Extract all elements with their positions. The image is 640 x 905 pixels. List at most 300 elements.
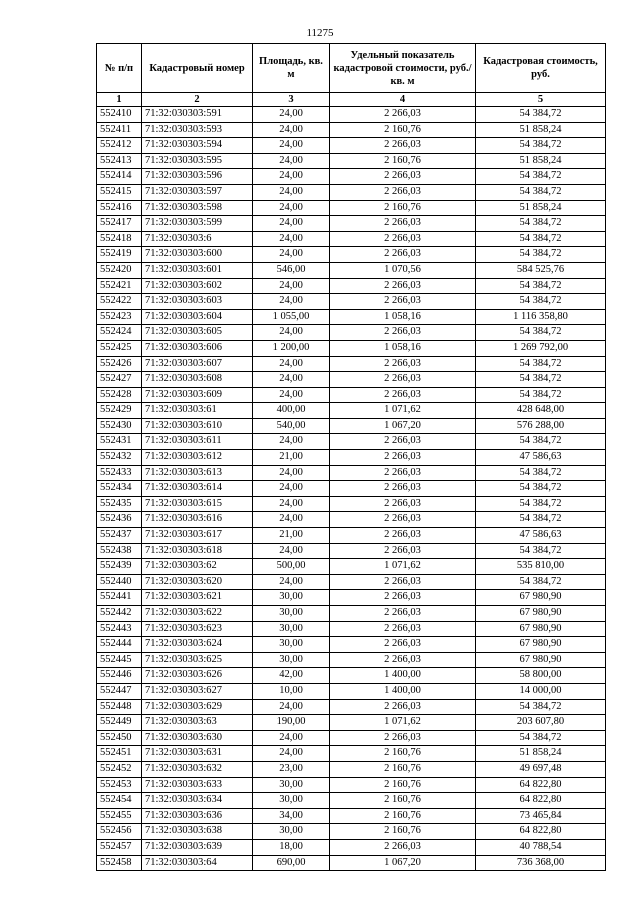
table-row [97, 668, 606, 684]
cell-row-number: 552432 [97, 450, 142, 466]
cell-row-number: 552413 [97, 153, 142, 169]
cell-area: 24,00 [253, 699, 330, 715]
cell-cadastral-value: 64 822,80 [476, 777, 606, 793]
cell-cadastral-value: 1 269 792,00 [476, 340, 606, 356]
cell-cadastral-value: 54 384,72 [476, 434, 606, 450]
cell-cadastral-value: 1 116 358,80 [476, 309, 606, 325]
cell-specific-value: 1 058,16 [330, 309, 476, 325]
column-number: 2 [142, 93, 253, 107]
cell-specific-value: 2 266,03 [330, 637, 476, 653]
cell-specific-value: 2 266,03 [330, 278, 476, 294]
cell-cadastral-value: 67 980,90 [476, 637, 606, 653]
cell-specific-value: 1 071,62 [330, 403, 476, 419]
cell-cadastral-value: 40 788,54 [476, 839, 606, 855]
cell-cadastral-number: 71:32:030303:598 [142, 200, 253, 216]
cell-cadastral-number: 71:32:030303:601 [142, 262, 253, 278]
cell-area: 24,00 [253, 387, 330, 403]
cell-specific-value: 2 160,76 [330, 200, 476, 216]
cell-row-number: 552425 [97, 340, 142, 356]
cell-specific-value: 2 266,03 [330, 512, 476, 528]
cell-specific-value: 1 058,16 [330, 340, 476, 356]
cell-row-number: 552417 [97, 216, 142, 232]
cell-cadastral-number: 71:32:030303:632 [142, 761, 253, 777]
cell-cadastral-number: 71:32:030303:63 [142, 715, 253, 731]
cell-cadastral-value: 47 586,63 [476, 450, 606, 466]
cell-specific-value: 2 160,76 [330, 122, 476, 138]
cell-row-number: 552430 [97, 418, 142, 434]
cell-cadastral-value: 54 384,72 [476, 387, 606, 403]
cell-cadastral-number: 71:32:030303:613 [142, 465, 253, 481]
table-row [97, 309, 606, 325]
cell-row-number: 552442 [97, 606, 142, 622]
table-row [97, 372, 606, 388]
cell-cadastral-number: 71:32:030303:599 [142, 216, 253, 232]
cell-cadastral-number: 71:32:030303:639 [142, 839, 253, 855]
cell-specific-value: 2 160,76 [330, 793, 476, 809]
cell-cadastral-value: 576 288,00 [476, 418, 606, 434]
cell-area: 500,00 [253, 559, 330, 575]
cell-row-number: 552426 [97, 356, 142, 372]
cell-cadastral-value: 54 384,72 [476, 496, 606, 512]
cell-cadastral-number: 71:32:030303:62 [142, 559, 253, 575]
cell-area: 30,00 [253, 652, 330, 668]
cell-specific-value: 2 266,03 [330, 387, 476, 403]
table-row [97, 247, 606, 263]
cell-row-number: 552427 [97, 372, 142, 388]
cell-cadastral-number: 71:32:030303:614 [142, 481, 253, 497]
cell-cadastral-number: 71:32:030303:626 [142, 668, 253, 684]
cell-cadastral-value: 54 384,72 [476, 543, 606, 559]
cell-cadastral-number: 71:32:030303:605 [142, 325, 253, 341]
cell-cadastral-number: 71:32:030303:624 [142, 637, 253, 653]
cell-cadastral-value: 54 384,72 [476, 278, 606, 294]
cell-cadastral-value: 58 800,00 [476, 668, 606, 684]
table-row [97, 590, 606, 606]
table-row [97, 278, 606, 294]
cell-row-number: 552431 [97, 434, 142, 450]
cell-area: 21,00 [253, 528, 330, 544]
cell-area: 10,00 [253, 683, 330, 699]
cell-area: 30,00 [253, 824, 330, 840]
cell-cadastral-number: 71:32:030303:610 [142, 418, 253, 434]
header-area: Площадь, кв. м [253, 44, 330, 93]
cell-area: 24,00 [253, 200, 330, 216]
cell-cadastral-number: 71:32:030303:6 [142, 231, 253, 247]
cell-cadastral-value: 51 858,24 [476, 746, 606, 762]
cell-row-number: 552415 [97, 184, 142, 200]
cell-cadastral-value: 428 648,00 [476, 403, 606, 419]
cell-specific-value: 2 266,03 [330, 169, 476, 185]
cell-row-number: 552456 [97, 824, 142, 840]
column-number: 3 [253, 93, 330, 107]
cell-specific-value: 2 266,03 [330, 839, 476, 855]
cell-area: 24,00 [253, 278, 330, 294]
table-body [97, 107, 606, 871]
cell-cadastral-value: 67 980,90 [476, 590, 606, 606]
cell-cadastral-number: 71:32:030303:620 [142, 574, 253, 590]
cell-area: 24,00 [253, 216, 330, 232]
cell-row-number: 552410 [97, 107, 142, 123]
cell-row-number: 552423 [97, 309, 142, 325]
cell-specific-value: 2 160,76 [330, 761, 476, 777]
cell-specific-value: 2 266,03 [330, 543, 476, 559]
cell-cadastral-value: 54 384,72 [476, 325, 606, 341]
cell-specific-value: 2 160,76 [330, 746, 476, 762]
header-row-number: № п/п [97, 44, 142, 93]
cell-row-number: 552424 [97, 325, 142, 341]
cell-cadastral-value: 54 384,72 [476, 107, 606, 123]
cell-row-number: 552412 [97, 138, 142, 154]
cell-cadastral-number: 71:32:030303:630 [142, 730, 253, 746]
cell-area: 24,00 [253, 465, 330, 481]
cell-row-number: 552451 [97, 746, 142, 762]
cell-row-number: 552455 [97, 808, 142, 824]
cell-cadastral-number: 71:32:030303:602 [142, 278, 253, 294]
cell-row-number: 552416 [97, 200, 142, 216]
cell-specific-value: 2 266,03 [330, 107, 476, 123]
table-row [97, 855, 606, 871]
table-row [97, 403, 606, 419]
cell-specific-value: 1 400,00 [330, 683, 476, 699]
cell-specific-value: 1 070,56 [330, 262, 476, 278]
table-row [97, 699, 606, 715]
cell-area: 34,00 [253, 808, 330, 824]
cell-row-number: 552421 [97, 278, 142, 294]
cell-cadastral-number: 71:32:030303:625 [142, 652, 253, 668]
cell-specific-value: 2 266,03 [330, 247, 476, 263]
cell-cadastral-number: 71:32:030303:606 [142, 340, 253, 356]
cell-cadastral-number: 71:32:030303:616 [142, 512, 253, 528]
column-number: 1 [97, 93, 142, 107]
cell-specific-value: 2 160,76 [330, 153, 476, 169]
cell-cadastral-number: 71:32:030303:638 [142, 824, 253, 840]
table-row [97, 512, 606, 528]
cell-row-number: 552439 [97, 559, 142, 575]
cell-cadastral-value: 54 384,72 [476, 231, 606, 247]
table-row [97, 356, 606, 372]
cell-specific-value: 2 266,03 [330, 325, 476, 341]
cell-cadastral-value: 535 810,00 [476, 559, 606, 575]
cell-specific-value: 2 266,03 [330, 652, 476, 668]
cell-cadastral-value: 54 384,72 [476, 699, 606, 715]
cell-area: 540,00 [253, 418, 330, 434]
cell-cadastral-value: 54 384,72 [476, 372, 606, 388]
cell-area: 42,00 [253, 668, 330, 684]
cell-area: 1 055,00 [253, 309, 330, 325]
table-row [97, 839, 606, 855]
table-row [97, 746, 606, 762]
cell-specific-value: 1 067,20 [330, 418, 476, 434]
cell-row-number: 552435 [97, 496, 142, 512]
cell-specific-value: 2 266,03 [330, 356, 476, 372]
cell-row-number: 552420 [97, 262, 142, 278]
cell-cadastral-value: 584 525,76 [476, 262, 606, 278]
cell-cadastral-number: 71:32:030303:636 [142, 808, 253, 824]
cell-cadastral-number: 71:32:030303:64 [142, 855, 253, 871]
table-row [97, 262, 606, 278]
table-row [97, 387, 606, 403]
cell-area: 24,00 [253, 294, 330, 310]
cell-cadastral-value: 54 384,72 [476, 574, 606, 590]
cell-cadastral-number: 71:32:030303:608 [142, 372, 253, 388]
cell-area: 30,00 [253, 793, 330, 809]
cell-specific-value: 1 071,62 [330, 559, 476, 575]
cell-cadastral-number: 71:32:030303:618 [142, 543, 253, 559]
table-row [97, 824, 606, 840]
cell-area: 400,00 [253, 403, 330, 419]
cell-row-number: 552419 [97, 247, 142, 263]
cell-area: 24,00 [253, 169, 330, 185]
cell-cadastral-value: 54 384,72 [476, 138, 606, 154]
cell-specific-value: 2 266,03 [330, 481, 476, 497]
cell-row-number: 552454 [97, 793, 142, 809]
cell-cadastral-value: 54 384,72 [476, 512, 606, 528]
cell-area: 30,00 [253, 637, 330, 653]
table-row [97, 231, 606, 247]
table-row [97, 793, 606, 809]
cell-row-number: 552452 [97, 761, 142, 777]
cell-cadastral-value: 51 858,24 [476, 122, 606, 138]
cell-specific-value: 1 071,62 [330, 715, 476, 731]
cell-area: 24,00 [253, 122, 330, 138]
cell-row-number: 552458 [97, 855, 142, 871]
table-row [97, 122, 606, 138]
table-row [97, 153, 606, 169]
cell-row-number: 552434 [97, 481, 142, 497]
table-row [97, 138, 606, 154]
cell-cadastral-value: 54 384,72 [476, 294, 606, 310]
cell-area: 24,00 [253, 372, 330, 388]
cell-area: 24,00 [253, 138, 330, 154]
cell-row-number: 552444 [97, 637, 142, 653]
header-specific-value: Удельный показатель кадастровой стоимости, руб./кв. м [330, 44, 476, 93]
table-row [97, 777, 606, 793]
cell-cadastral-value: 49 697,48 [476, 761, 606, 777]
cell-area: 546,00 [253, 262, 330, 278]
cell-specific-value: 2 266,03 [330, 590, 476, 606]
table-row [97, 730, 606, 746]
cell-row-number: 552437 [97, 528, 142, 544]
cell-row-number: 552443 [97, 621, 142, 637]
cell-row-number: 552441 [97, 590, 142, 606]
table-row [97, 434, 606, 450]
cell-cadastral-number: 71:32:030303:627 [142, 683, 253, 699]
cell-cadastral-number: 71:32:030303:603 [142, 294, 253, 310]
cell-cadastral-value: 67 980,90 [476, 652, 606, 668]
cell-row-number: 552447 [97, 683, 142, 699]
table-row [97, 465, 606, 481]
table-row [97, 496, 606, 512]
column-number-row [97, 93, 606, 107]
header-cadastral-number: Кадастровый номер [142, 44, 253, 93]
table-row [97, 761, 606, 777]
cell-cadastral-number: 71:32:030303:634 [142, 793, 253, 809]
cell-area: 24,00 [253, 356, 330, 372]
cell-area: 690,00 [253, 855, 330, 871]
cell-cadastral-value: 51 858,24 [476, 200, 606, 216]
cell-specific-value: 2 160,76 [330, 777, 476, 793]
cell-specific-value: 2 266,03 [330, 216, 476, 232]
cell-area: 24,00 [253, 512, 330, 528]
cell-specific-value: 2 266,03 [330, 294, 476, 310]
cell-cadastral-value: 54 384,72 [476, 481, 606, 497]
table-row [97, 418, 606, 434]
cell-row-number: 552449 [97, 715, 142, 731]
table-row [97, 169, 606, 185]
cell-row-number: 552428 [97, 387, 142, 403]
cell-cadastral-value: 203 607,80 [476, 715, 606, 731]
cell-specific-value: 2 266,03 [330, 372, 476, 388]
table-row [97, 637, 606, 653]
cell-cadastral-number: 71:32:030303:611 [142, 434, 253, 450]
cell-specific-value: 2 266,03 [330, 574, 476, 590]
cell-area: 24,00 [253, 574, 330, 590]
cell-specific-value: 2 266,03 [330, 528, 476, 544]
cell-row-number: 552457 [97, 839, 142, 855]
cell-cadastral-number: 71:32:030303:593 [142, 122, 253, 138]
cell-area: 23,00 [253, 761, 330, 777]
cell-row-number: 552446 [97, 668, 142, 684]
cell-area: 24,00 [253, 325, 330, 341]
cell-area: 24,00 [253, 153, 330, 169]
column-number: 5 [476, 93, 606, 107]
table-row [97, 481, 606, 497]
cell-cadastral-number: 71:32:030303:597 [142, 184, 253, 200]
cell-cadastral-value: 73 465,84 [476, 808, 606, 824]
table-row [97, 715, 606, 731]
cell-cadastral-number: 71:32:030303:595 [142, 153, 253, 169]
cell-specific-value: 2 266,03 [330, 231, 476, 247]
cell-cadastral-number: 71:32:030303:609 [142, 387, 253, 403]
cell-cadastral-number: 71:32:030303:61 [142, 403, 253, 419]
cell-cadastral-value: 54 384,72 [476, 730, 606, 746]
cell-area: 24,00 [253, 247, 330, 263]
cell-specific-value: 2 160,76 [330, 824, 476, 840]
column-number: 4 [330, 93, 476, 107]
cell-cadastral-value: 47 586,63 [476, 528, 606, 544]
table-row [97, 216, 606, 232]
table-row [97, 107, 606, 123]
cell-cadastral-value: 54 384,72 [476, 216, 606, 232]
cell-row-number: 552422 [97, 294, 142, 310]
cell-row-number: 552414 [97, 169, 142, 185]
cell-cadastral-number: 71:32:030303:617 [142, 528, 253, 544]
cell-cadastral-value: 67 980,90 [476, 606, 606, 622]
table-row [97, 450, 606, 466]
cell-cadastral-number: 71:32:030303:604 [142, 309, 253, 325]
cell-cadastral-number: 71:32:030303:629 [142, 699, 253, 715]
cell-cadastral-number: 71:32:030303:600 [142, 247, 253, 263]
cell-specific-value: 2 266,03 [330, 138, 476, 154]
cell-cadastral-value: 54 384,72 [476, 247, 606, 263]
cell-cadastral-value: 14 000,00 [476, 683, 606, 699]
table-row [97, 808, 606, 824]
cell-cadastral-value: 54 384,72 [476, 465, 606, 481]
table-row [97, 325, 606, 341]
cell-area: 24,00 [253, 107, 330, 123]
cell-cadastral-number: 71:32:030303:631 [142, 746, 253, 762]
cadastral-value-table [96, 43, 606, 871]
cell-specific-value: 2 266,03 [330, 184, 476, 200]
cell-cadastral-number: 71:32:030303:623 [142, 621, 253, 637]
cell-cadastral-value: 64 822,80 [476, 793, 606, 809]
cell-area: 190,00 [253, 715, 330, 731]
cell-area: 24,00 [253, 746, 330, 762]
cell-specific-value: 2 266,03 [330, 450, 476, 466]
cell-area: 24,00 [253, 231, 330, 247]
table-row [97, 184, 606, 200]
cell-cadastral-value: 51 858,24 [476, 153, 606, 169]
cell-specific-value: 2 266,03 [330, 496, 476, 512]
cell-cadastral-number: 71:32:030303:621 [142, 590, 253, 606]
cell-specific-value: 2 266,03 [330, 606, 476, 622]
table-row [97, 559, 606, 575]
cell-area: 30,00 [253, 606, 330, 622]
cell-area: 24,00 [253, 730, 330, 746]
cell-row-number: 552411 [97, 122, 142, 138]
cell-specific-value: 2 266,03 [330, 621, 476, 637]
header-cadastral-value: Кадастровая стоимость, руб. [476, 44, 606, 93]
cell-row-number: 552448 [97, 699, 142, 715]
table-row [97, 683, 606, 699]
table-row [97, 294, 606, 310]
cell-row-number: 552433 [97, 465, 142, 481]
cell-cadastral-number: 71:32:030303:612 [142, 450, 253, 466]
cell-row-number: 552418 [97, 231, 142, 247]
cell-specific-value: 2 160,76 [330, 808, 476, 824]
table-header-row [97, 44, 606, 93]
cell-row-number: 552440 [97, 574, 142, 590]
cell-area: 1 200,00 [253, 340, 330, 356]
cell-area: 18,00 [253, 839, 330, 855]
cell-area: 24,00 [253, 434, 330, 450]
table-row [97, 200, 606, 216]
cell-area: 30,00 [253, 621, 330, 637]
cell-cadastral-value: 54 384,72 [476, 356, 606, 372]
cell-specific-value: 1 067,20 [330, 855, 476, 871]
cell-cadastral-number: 71:32:030303:594 [142, 138, 253, 154]
cell-row-number: 552453 [97, 777, 142, 793]
cell-cadastral-value: 54 384,72 [476, 184, 606, 200]
cell-cadastral-number: 71:32:030303:596 [142, 169, 253, 185]
cell-row-number: 552438 [97, 543, 142, 559]
cell-row-number: 552429 [97, 403, 142, 419]
cell-area: 21,00 [253, 450, 330, 466]
page-number: 11275 [306, 27, 334, 39]
cell-cadastral-number: 71:32:030303:633 [142, 777, 253, 793]
cell-cadastral-value: 736 368,00 [476, 855, 606, 871]
cell-area: 24,00 [253, 543, 330, 559]
cell-area: 30,00 [253, 590, 330, 606]
cell-cadastral-number: 71:32:030303:615 [142, 496, 253, 512]
table-row [97, 543, 606, 559]
cell-specific-value: 1 400,00 [330, 668, 476, 684]
table-row [97, 652, 606, 668]
cell-cadastral-value: 54 384,72 [476, 169, 606, 185]
cell-cadastral-value: 64 822,80 [476, 824, 606, 840]
cell-area: 30,00 [253, 777, 330, 793]
table-row [97, 528, 606, 544]
cell-cadastral-number: 71:32:030303:622 [142, 606, 253, 622]
table-row [97, 340, 606, 356]
cell-specific-value: 2 266,03 [330, 434, 476, 450]
cell-area: 24,00 [253, 496, 330, 512]
table-row [97, 606, 606, 622]
table-row [97, 621, 606, 637]
cell-specific-value: 2 266,03 [330, 465, 476, 481]
cell-cadastral-number: 71:32:030303:607 [142, 356, 253, 372]
cell-cadastral-number: 71:32:030303:591 [142, 107, 253, 123]
